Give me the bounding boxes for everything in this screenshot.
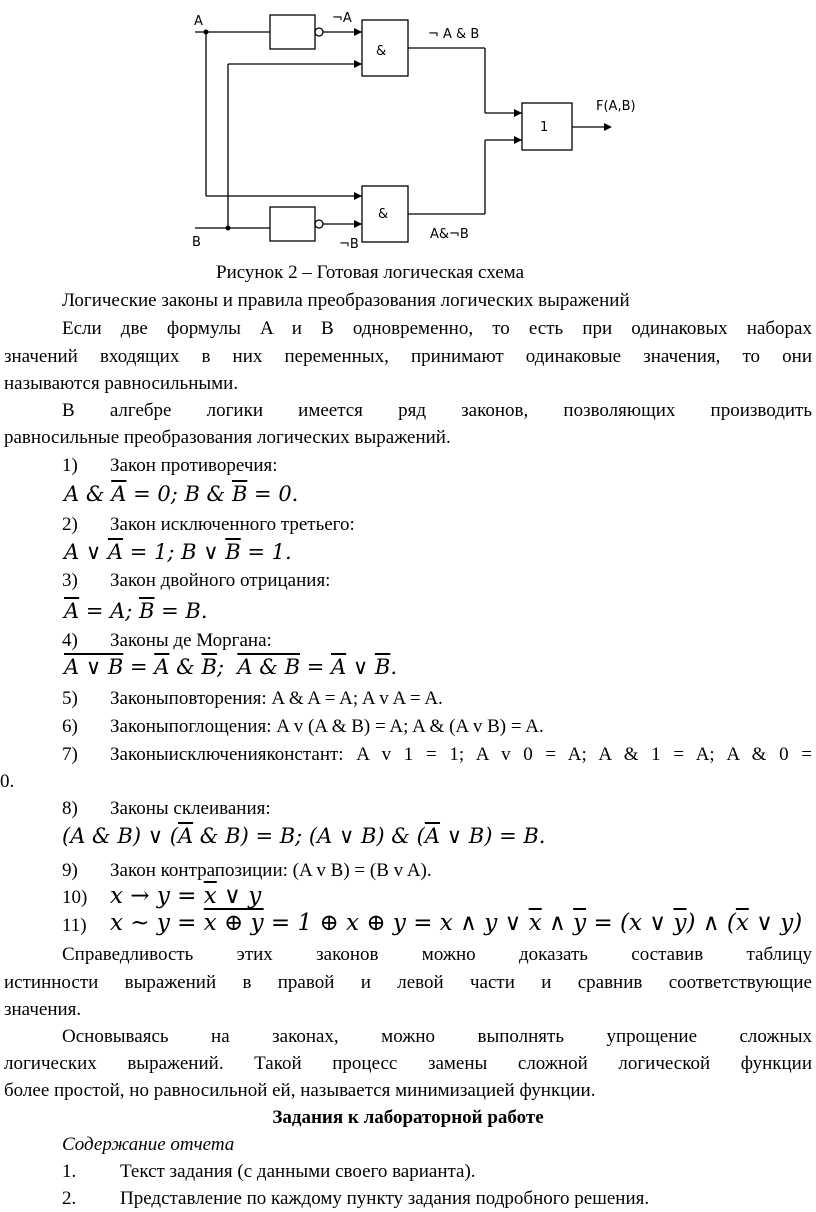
law-2-text: Закон исключенного третьего: (110, 514, 355, 535)
lab-task-title: Задания к лабораторной работе (272, 1107, 544, 1128)
law-10-number: 10) (62, 887, 88, 908)
law-8-text: Законы склеивания: (110, 798, 271, 819)
para2-line2: равносильные преобразования логических выражений. (4, 427, 451, 448)
input-a-label: A (194, 14, 203, 29)
report-contents-title: Содержание отчета (62, 1134, 235, 1155)
law-10-formula: $x \to y = \overline{x}$ ∨ y (110, 883, 262, 909)
law-9-number: 9) (62, 860, 78, 881)
and-top-symbol: & (376, 44, 387, 59)
not-a-label: ¬A (332, 11, 352, 26)
or-symbol: 1 (540, 120, 549, 135)
not-gate-a (270, 15, 315, 49)
law-1-number: 1) (62, 455, 78, 476)
para3-line2: истинности выражений в правой и левой части и сравнив соответствующие (4, 972, 812, 993)
para1-line1: Если две формулы A и B одновременно, то есть при одинаковых наборах (62, 318, 812, 339)
not-bubble-b (315, 220, 323, 228)
input-b-label: B (192, 235, 201, 250)
not-gate-b (270, 207, 315, 241)
law-11-formula: x ~ y = x ⊕ y = 1 ⊕ x ⊕ y = x ∧ y ∨ $\overline{x}$ ∧ $\overline{y} = (x$ ∨ $\overline{y}$) ∧ ($\overline{x}$ ∨ y) (110, 910, 803, 936)
law-2-number: 2) (62, 514, 78, 535)
and-bottom-symbol: & (378, 207, 389, 222)
law-4-number: 4) (62, 630, 78, 651)
para1-line3: называются равносильными. (4, 373, 239, 394)
report-item-1-number: 1. (62, 1161, 77, 1182)
law-2-formula: A ∨ $\overline{A} = 1$; B ∨ $\overline{B} = 1$. (64, 540, 292, 564)
law-7-number: 7) (62, 744, 78, 765)
law-8-formula: (A & B) ∨ ($\overline{A}$ & B) = B; (A ∨ B) & ($\overline{A}$ ∨ B) = B. (62, 824, 546, 848)
para4-line3: более простой, но равносильной ей, называется минимизацией функции. (4, 1080, 596, 1101)
wire-top-label: ¬ A & B (428, 27, 480, 42)
law-7-continuation: 0. (0, 771, 15, 792)
para4-line1: Основываясь на законах, можно выполнять упрощение сложных (62, 1026, 812, 1047)
output-label: F(A,B) (596, 99, 636, 114)
not-b-label: ¬B (339, 237, 359, 252)
section-heading: Логические законы и правила преобразования логических выражений (62, 290, 630, 311)
para3-line3: значения. (4, 999, 82, 1020)
law-11-number: 11) (62, 915, 87, 936)
report-item-1-text: Текст задания (с данными своего варианта). (120, 1161, 476, 1182)
logic-circuit-diagram (0, 0, 816, 260)
law-9-text: Закон контрапозиции: (A v B) = (B v A). (110, 860, 432, 881)
law-4-text: Законы де Моргана: (110, 630, 272, 651)
report-item-2-number: 2. (62, 1188, 77, 1209)
not-bubble-a (315, 28, 323, 36)
para3-line1: Справедливость этих законов можно доказать составив таблицу (62, 944, 812, 965)
report-item-2-text: Представление по каждому пункту задания подробного решения. (120, 1188, 650, 1209)
law-6-text: Законыпоглощения: A v (A & B) = A; A & (A v B) = A. (110, 716, 544, 737)
wire-bottom-label: A&¬B (430, 227, 469, 242)
para2-line1: В алгебре логики имеется ряд законов, позволяющих производить (62, 400, 812, 421)
law-3-text: Закон двойного отрицания: (110, 570, 331, 591)
law-1-formula: A & $\overline{A} = 0$; B & $\overline{B} = 0$. (64, 482, 299, 506)
law-5-number: 5) (62, 688, 78, 709)
law-5-text: Законыповторения: A & A = A; A v A = A. (110, 688, 443, 709)
law-6-number: 6) (62, 716, 78, 737)
para1-line2: значений входящих в них переменных, принимают одинаковые значения, то они (4, 346, 812, 367)
law-8-number: 8) (62, 798, 78, 819)
law-7-text: Законыисключенияконстант: A v 1 = 1; A v 0 = A; A & 1 = A; A & 0 = (110, 744, 812, 765)
para4-line2: логических выражений. Такой процесс замены сложной логической функции (4, 1053, 812, 1074)
law-1-text: Закон противоречия: (110, 455, 278, 476)
law-3-number: 3) (62, 570, 78, 591)
law-3-formula: $\overline{A} = A$; $\overline{B} = B$. (64, 599, 208, 623)
law-4-formula: A ∨ $B = \overline{A}$ & $\overline{B}$; A & $B = \overline{A}$ ∨ $\overline{B}$. (64, 655, 398, 679)
figure-caption: Рисунок 2 – Готовая логическая схема (216, 262, 524, 283)
